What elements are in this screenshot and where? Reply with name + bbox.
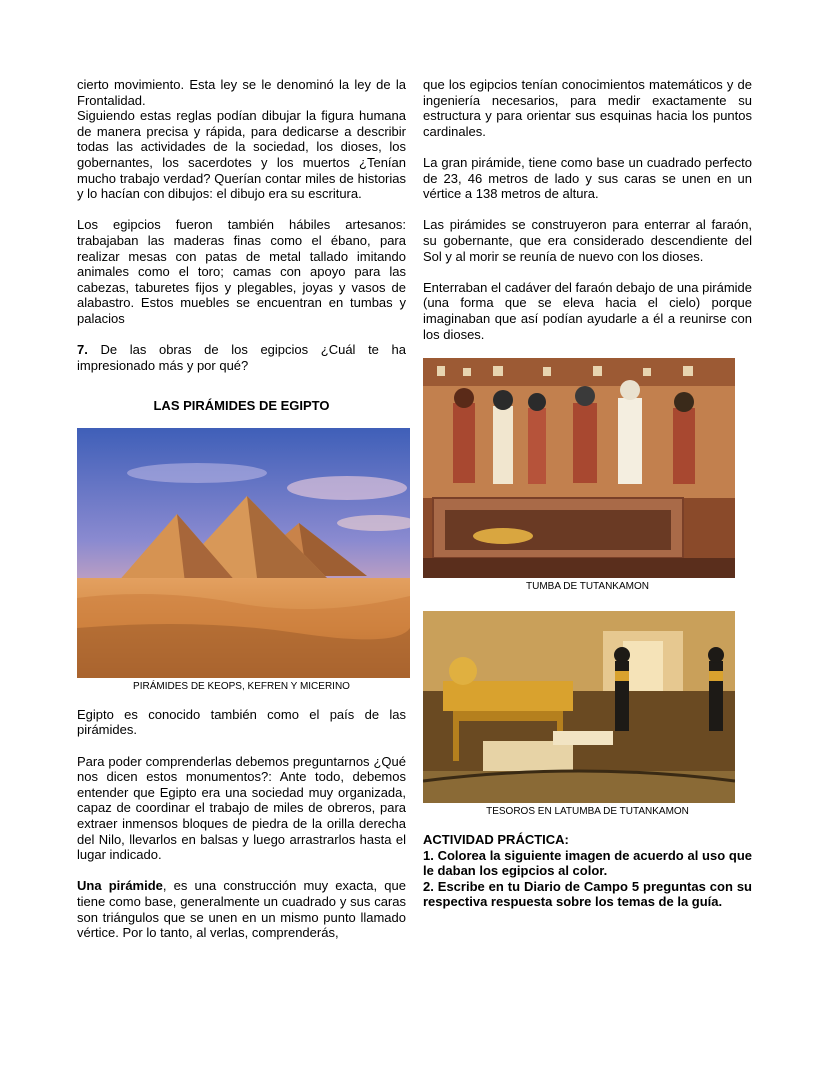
question-text: De las obras de los egipcios ¿Cuál te ha impresionado más y por qué? — [77, 342, 406, 373]
paragraph-frontalidad: cierto movimiento. Esta ley se le denominó la ley de la Frontalidad. — [77, 77, 406, 108]
right-column — [423, 77, 752, 910]
question-number: 7. — [77, 342, 88, 358]
left-column — [77, 77, 406, 941]
treasures-caption: TESOROS EN LATUMBA DE TUTANKAMON — [486, 806, 689, 818]
paragraph-pyramid-definition — [77, 878, 406, 940]
pyramids-photo — [77, 428, 410, 678]
section-title: LAS PIRÁMIDES DE EGIPTO — [153, 398, 330, 414]
paragraph-understanding-monuments: Para poder comprenderlas debemos preguntarnos ¿Qué nos dicen estos monumentos?: Ante todo, debemos entender que Egipto era una sociedad muy organizada, capaz de coordinar el trabajo de miles de obreros, para extraer inmensos bloques de piedra de la orilla derecha del Nilo, llevarlos en balsas y luego arrastrarlos hasta el lugar indicado. — [77, 753, 406, 863]
tomb-photo — [423, 358, 735, 578]
paragraph-reunite-gods: Enterraban el cadáver del faraón debajo de una pirámide (una forma que se eleva hacia el cielo) porque imaginaban que así podían ayudarle a él a reunirse con los dioses. — [423, 279, 752, 342]
treasures-image — [423, 611, 735, 803]
paragraph-country-of-pyramids: Egipto es conocido también como el país de las pirámides. — [77, 706, 406, 738]
activity-item-1: 1. Colorea la siguiente imagen de acuerdo al uso que le daban los egipcios al color. — [423, 847, 752, 879]
activity-title: ACTIVIDAD PRÁCTICA: — [423, 832, 569, 848]
activity-item-2: 2. Escribe en tu Diario de Campo 5 preguntas con su respectiva respuesta sobre los temas de la guía. — [423, 878, 752, 910]
paragraph-pharaoh-burial: Las pirámides se construyeron para enterrar al faraón, su gobernante, que era considerado descendiente del Sol y al morir se reunía de nuevo con los dioses. — [423, 217, 752, 264]
question-7 — [77, 342, 406, 373]
paragraph-drawing-rules: Siguiendo estas reglas podían dibujar la figura humana de manera precisa y rápida, para dedicarse a describir todas las actividades de la sociedad, los dioses, los gobernantes, los sacerdotes y los muertos ¿Tenían mucho trabajo verdad? Querían contar miles de historias y lo hacían con dibujos: el dibujo era su escritura. — [77, 108, 406, 202]
pyramid-term: Una pirámide — [77, 878, 163, 894]
tomb-image — [423, 358, 735, 578]
pyramids-caption: PIRÁMIDES DE KEOPS, KEFREN Y MICERINO — [133, 680, 350, 692]
pyramid-definition-text: , es una construcción muy exacta, que tiene como base, generalmente un cuadrado y sus caras son triángulos que se unen en un mismo punto llamado vértice. Por lo tanto, al verlas, comprenderás, — [77, 878, 406, 941]
treasures-photo — [423, 611, 735, 803]
paragraph-great-pyramid: La gran pirámide, tiene como base un cuadrado perfecto de 23, 46 metros de lado y sus caras se unen en un vértice a 138 metros de altura. — [423, 154, 752, 202]
pyramids-image — [77, 428, 410, 678]
paragraph-engineering: que los egipcios tenían conocimientos matemáticos y de ingeniería necesarios, para medir exactamente su estructura y para orientar sus esquinas hacia los puntos cardinales. — [423, 77, 752, 139]
tomb-caption: TUMBA DE TUTANKAMON — [526, 581, 649, 593]
paragraph-artisans: Los egipcios fueron también hábiles artesanos: trabajaban las maderas finas como el ébano, para realizar mesas con patas de metal tallado imitando animales como el toro; camas con apoyo para las cabezas, taburetes fijos y plegables, joyas y vasos de alabastro. Estos muebles se encuentran en tumbas y palacios — [77, 217, 406, 326]
